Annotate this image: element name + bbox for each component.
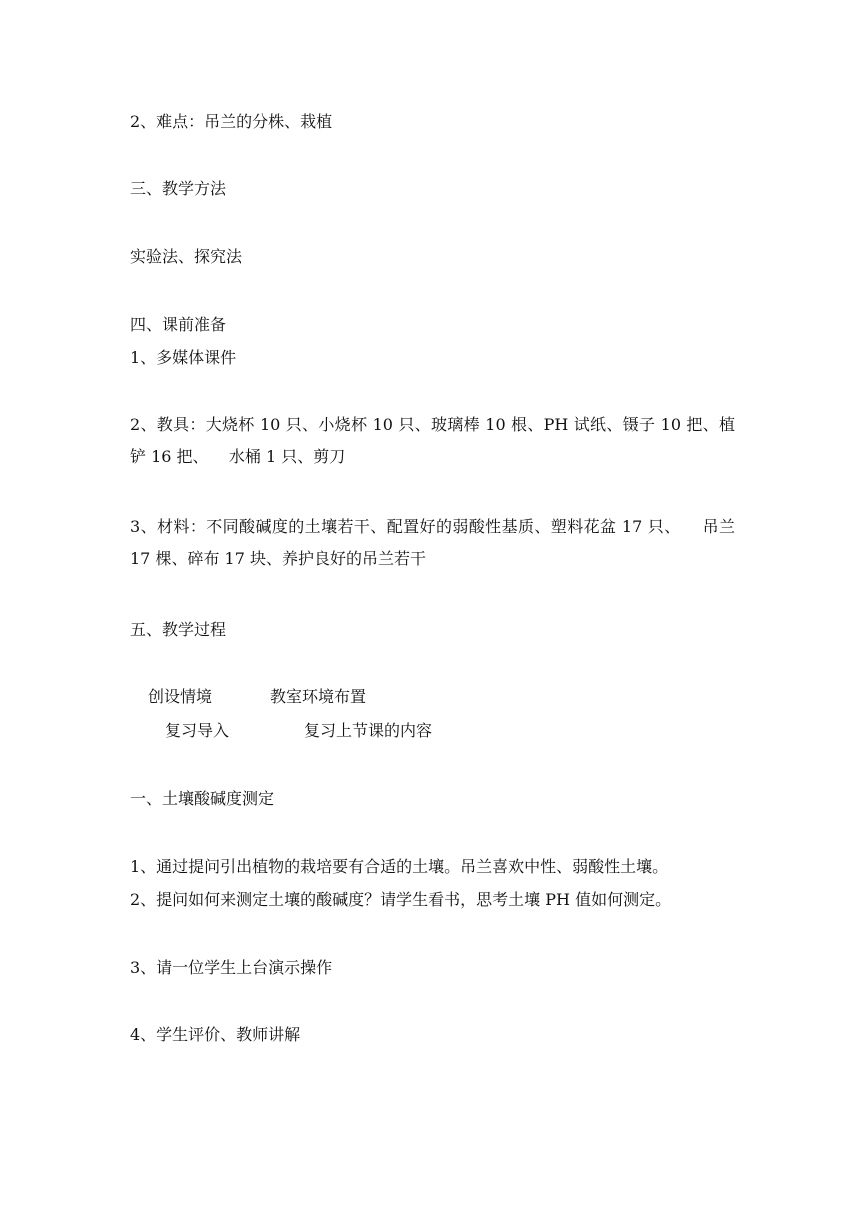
section-5-heading: 五、教学过程: [130, 620, 227, 639]
part-1-item: 2、提问如何来测定土壤的酸碱度？请学生看书，思考土壤 PH 值如何测定。: [130, 890, 672, 909]
process-content: 复习上节课的内容: [304, 721, 433, 740]
part-1-item: 1、通过提问引出植物的栽培要有合适的土壤。吊兰喜欢中性、弱酸性土壤。: [130, 857, 669, 876]
prep-item-2: 2、教具：大烧杯 10 只、小烧杯 10 只、玻璃棒 10 根、PH 试纸、镊子 10 把、植铲 16 把、 水桶 1 只、剪刀: [130, 415, 735, 466]
process-content: 教室环境布置: [270, 687, 367, 706]
difficulty-point: 2、难点：吊兰的分株、栽植: [130, 112, 333, 131]
part-1-heading: 一、土壤酸碱度测定: [130, 789, 275, 808]
part-1-item: 3、请一位学生上台演示操作: [130, 958, 333, 977]
teaching-methods-text: 实验法、探究法: [130, 247, 243, 266]
prep-item-3: 3、材料：不同酸碱度的土壤若干、配置好的弱酸性基质、塑料花盆 17 只、 吊兰 17 棵、碎布 17 块、养护良好的吊兰若干: [130, 517, 741, 568]
prep-item-1: 1、多媒体课件: [130, 348, 237, 367]
section-3-heading: 三、教学方法: [130, 179, 227, 198]
process-step: 复习导入: [165, 721, 230, 740]
section-4-heading: 四、课前准备: [130, 315, 227, 334]
process-step: 创设情境: [148, 687, 213, 706]
part-1-item: 4、学生评价、教师讲解: [130, 1025, 301, 1044]
